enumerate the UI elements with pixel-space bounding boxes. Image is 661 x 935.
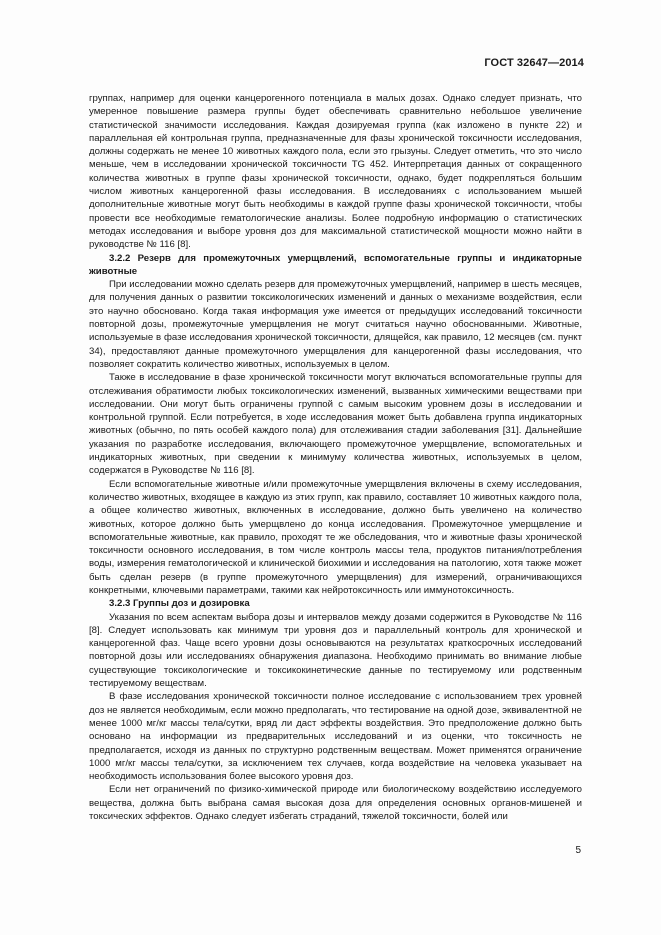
paragraph: Если вспомогательные животные и/или промежуточные умерщвления включены в схему исследования, количество животных, входящее в каждую из этих групп, как правило, составляет 10 животных каждого пола, а общее количество животных, включенных в исследование, должно быть увеличено на количество животных, которое должно быть умерщвлено до конца исследования. Промежуточное умерщвление и вспомогательные животные, как правило, проходят те же обследования, что и животные фазы хронической токсичности основного исследования, в том числе контроль массы тела, продуктов питания/потребления воды, измерения гематологической и клинической биохимии и исследования на патологию, хотя также может быть сделан резерв (в группе промежуточного умерщвления) для измерений, ограничивающихся конкретными, ключевыми параметрами, такими как нейротоксичность или иммунотоксичность. (89, 478, 582, 596)
paragraph: При исследовании можно сделать резерв для промежуточных умерщвлений, например в шесть месяцев, для получения данных о развитии токсикологических изменений и данных о механизме воздействия, если это научно обосновано. Когда такая информация уже имеется от предыдущих исследований токсичности повторной дозы, промежуточные умерщвления не могут считаться научно обоснованными. Животные, используемые в фазе исследования хронической токсичности, длящейся, как правило, 12 месяцев (см. пункт 34), предоставляют данные промежуточного умерщвления для канцерогенной фазы исследования, что позволяет сократить количество животных, используемых в целом. (89, 279, 582, 370)
paragraph: Если нет ограничений по физико-химической природе или биологическому воздействию исследуемого вещества, должна быть выбрана самая высокая доза для определения основных органов-мишеней и токсических эффектов. Однако следует избегать страданий, тяжелой токсичности, болей или (89, 784, 582, 823)
paragraph: группах, например для оценки канцерогенного потенциала в малых дозах. Однако следует признать, что умеренное повышение размера группы будет обеспечивать сравнительно небольшое увеличение статистической значимости исследования. Каждая дозируемая группа (как изложено в пункте 22) и параллельная ей контрольная группа, предназначенные для фазы хронической токсичности исследования, должны содержать не менее 10 животных каждого пола, если это грызуны. Следует отметить, что это число меньше, чем в исследовании хронической токсичности TG 452. Интерпретация данных от сокращенного количества животных в группе фазы хронической токсичности, однако, будет подкрепляться большим числом животных канцерогенной фазы исследования. В исследованиях с использованием мышей дополнительные животные могут быть необходимы в каждой группе фазы хронической токсичности, чтобы провести все необходимые гематологические анализы. Более подробную информацию о статистических методах исследования и выборе уровня доз для максимальной статистической мощности можно найти в руководстве № 116 [8]. (89, 93, 582, 251)
paragraph: Указания по всем аспектам выбора дозы и интервалов между дозами содержится в Руководстве № 116 [8]. Следует использовать как минимум три уровня доз и параллельный контроль для хронической и канцерогенной фаз. Чаще всего уровни дозы основываются на результатах краткосрочных исследований повторной дозы или исследованиях обнаружения диапазона. Необходимо принимать во внимание любые существующие токсикологические и токсикокинетические данные по тестируемому или родственным тестируемому веществам. (89, 611, 582, 690)
document-body (89, 92, 582, 823)
paragraph: В фазе исследования хронической токсичности полное исследование с использованием трех уровней доз не является необходимым, если можно предполагать, что тестирование на одной дозе, эквивалентной не менее 1000 мг/кг массы тела/сутки, вряд ли даст эффекты воздействия. Это предположение должно быть основано на информации из предварительных исследований и из оценки, что токсичность не предполагается, исходя из данных по структурно родственным веществам. Может применятся ограничение 1000 мг/кг массы тела/сутки, за исключением тех случаев, когда воздействие на человека указывает на необходимость использования более высокого уровня доз. (89, 691, 582, 783)
section-heading-3-2-2: 3.2.2 Резерв для промежуточных умерщвлений, вспомогательные группы и индикаторные животные (89, 252, 582, 277)
section-heading-3-2-3: 3.2.3 Группы доз и дозировка (109, 598, 250, 610)
document-id: ГОСТ 32647—2014 (484, 57, 584, 69)
page-number: 5 (575, 845, 581, 856)
paragraph: Также в исследование в фазе хронической токсичности могут включаться вспомогательные группы для отслеживания обратимости любых токсикологических изменений, вызванных химическими веществами при исследовании. Они могут быть ограничены группой с самым высоким уровнем дозы в исследовании и контрольной группой. Если потребуется, в ходе исследования может быть добавлена группа индикаторных животных (обычно, по пять особей каждого пола) для отслеживания стадии заболевания [31]. Дальнейшие указания по разработке исследования, включающего промежуточное умерщвление, вспомогательных и индикаторных животных, при сведении к минимуму количества животных, используемых в целом, содержатся в Руководстве № 116 [8]. (89, 372, 582, 477)
